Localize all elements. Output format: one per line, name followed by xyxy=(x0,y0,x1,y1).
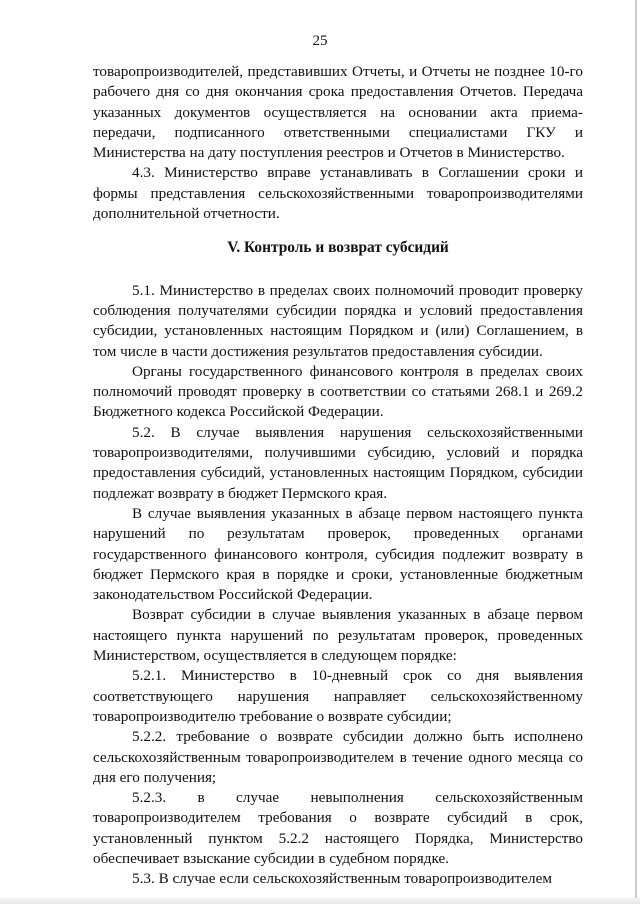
paragraph-5-1: 5.1. Министерство в пределах своих полномочий проводит проверку соблюдения получателями субсидии порядка и условий предоставления субсидии, установленных настоящим Порядком и (или) Соглашением, в том числе в части достижения результатов предоставления субсидии. xyxy=(93,281,583,360)
paragraph-continuation: товаропроизводителей, представивших Отчеты, и Отчеты не позднее 10-го рабочего дня со дня окончания срока предоставления Отчетов. Передача указанных документов осуществляется на основании акта приема-передачи, подписанного ответственными специалистами ГКУ и Министерства на дату поступления реестров и Отчетов в Министерство. xyxy=(93,63,583,162)
paragraph-financial-control: Органы государственного финансового контроля в пределах своих полномочий проводят проверку в соответствии со статьями 268.1 и 269.2 Бюджетного кодекса Российской Федерации. xyxy=(93,362,583,421)
paragraph-5-2-2: 5.2.2. требование о возврате субсидии должно быть исполнено сельскохозяйственным товаропроизводителем в течение одного месяца со дня его получения; xyxy=(93,728,583,786)
paragraph-5-3: 5.3. В случае если сельскохозяйственным товаропроизводителем xyxy=(132,870,552,888)
paragraph-4-3: 4.3. Министерство вправе устанавливать в Соглашении сроки и формы представления сельскохозяйственными товаропроизводителями дополнительной отчетности. xyxy=(93,164,583,223)
paragraph-5-2-1: 5.2.1. Министерство в 10-дневный срок со дня выявления соответствующего нарушения направляет сельскохозяйственному товаропроизводителю требование о возврате субсидии; xyxy=(93,667,583,725)
scan-bottom-edge xyxy=(0,898,640,904)
paragraph-violations: В случае выявления указанных в абзаце первом настоящего пункта нарушений по результатам проверок, проведенных органами государственного финансового контроля, субсидия подлежит возврату в бюджет Пермского края в порядке и сроки, установленные бюджетным законодательством Российской Федерации. xyxy=(93,504,583,604)
paragraph-return-procedure: Возврат субсидии в случае выявления указанных в абзаце первом настоящего пункта нарушений по результатам проверок, проведенных Министерством, осуществляется в следующем порядке: xyxy=(93,606,583,665)
paragraph-5-2: 5.2. В случае выявления нарушения сельскохозяйственными товаропроизводителями, получившими субсидию, условий и порядка предоставления субсидий, установленных настоящим Порядком, субсидии подлежат возврату в бюджет Пермского края. xyxy=(93,423,583,502)
page-number: 25 xyxy=(312,33,328,49)
scan-edge-line xyxy=(635,0,637,904)
document-body xyxy=(93,62,583,890)
paragraph-5-2-3: 5.2.3. в случае невыполнения сельскохозяйственным товаропроизводителем требования о возврате субсидий в срок, установленный пунктом 5.2.2 настоящего Порядка, Министерство обеспечивает взыскание субсидии в судебном порядке. xyxy=(93,789,583,867)
section-heading: V. Контроль и возврат субсидий xyxy=(227,239,449,257)
